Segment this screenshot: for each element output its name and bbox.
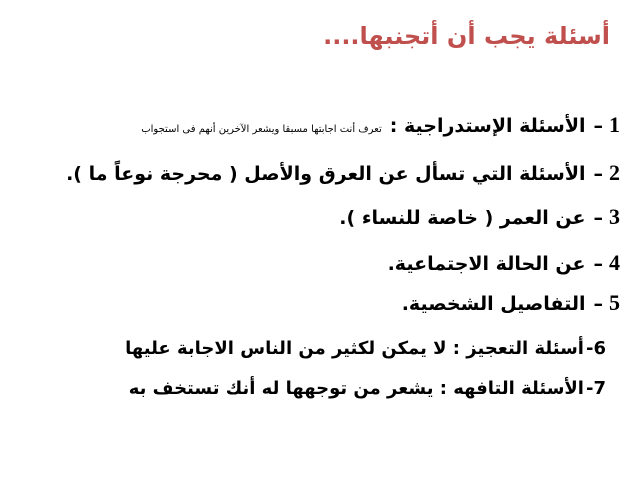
item-number: 7- [585, 378, 606, 399]
item-text: الأسئلة التافهه : يشعر من توجهها له أنك تستخف به [128, 378, 584, 399]
item-text: عن الحالة الاجتماعية. [387, 253, 586, 275]
item-dash: – [593, 115, 603, 137]
list-item-4 [388, 250, 620, 276]
item-number: 2 [609, 160, 620, 185]
list-item-2 [66, 160, 620, 186]
item-number: 4 [609, 250, 620, 275]
item-dash: – [593, 293, 603, 315]
item-dash: – [593, 253, 603, 275]
item-dash: – [593, 163, 603, 185]
item-number: 6- [585, 338, 606, 359]
item-number: 3 [609, 204, 620, 229]
item-text: الأسئلة التي تسأل عن العرق والأصل ( محرجة نوعاً ما ). [66, 163, 586, 185]
item-text: الأسئلة الإستدراجية : [389, 115, 586, 137]
list-item-1 [141, 112, 620, 138]
list-item-3 [339, 204, 620, 230]
list-item-5 [402, 290, 620, 316]
item-text: عن العمر ( خاصة للنساء ). [339, 207, 586, 229]
slide-title: أسئلة يجب أن أتجنبها.... [323, 22, 610, 50]
list-item-7 [129, 378, 606, 399]
item-text: أسئلة التعجيز : لا يمكن لكثير من الناس الاجابة عليها [125, 338, 584, 359]
item-subtext: تعرف أنت اجابتها مسبقا ويشعر الآخرين أنهم فى استجواب [141, 124, 382, 135]
item-number: 1 [609, 112, 620, 137]
list-item-6 [125, 338, 606, 359]
item-text: التفاصيل الشخصية. [401, 293, 586, 315]
item-dash: – [593, 207, 603, 229]
item-number: 5 [609, 290, 620, 315]
